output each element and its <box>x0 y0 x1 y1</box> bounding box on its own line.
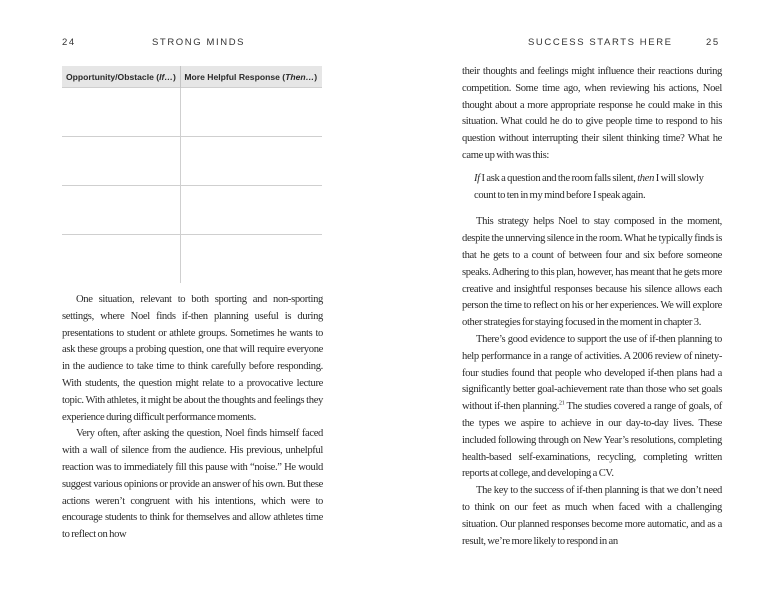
table-cell <box>181 137 322 186</box>
paragraph: There’s good evidence to support the use of if-then planning to help performance in a range of activities. A 2006 review of ninety-four studies found that people who developed if-then plans had a significantly better goal-achievement rate than those who set goals without if-then planning.$^{21}$ The studies covered a range of goals, of the types we aspire to achieve in our day-to-day lives. These included following through on New Year’s resolutions, completing health-based self-examinations, recycling, completing written reports at college, and developing a CV. <box>462 333 722 480</box>
table-cell <box>181 186 322 235</box>
page-number-left: 24 <box>62 37 76 48</box>
table-row <box>62 235 322 284</box>
paragraph: This strategy helps Noel to stay composed in the moment, despite the unnerving silence in the room. What he typically finds is that he gets to a count of between four and six before someone speaks. Adhering to this plan, however, has meant that he gets more creative and insightful responses because his silence allows each person the time to reflect on his or her experiences. We will explore other strategies for staying focused in the moment in chapter 3. <box>462 216 722 329</box>
table-row <box>62 88 322 137</box>
table-cell <box>181 235 322 284</box>
right-body-text <box>462 64 722 550</box>
paragraph: their thoughts and feelings might influence their reactions during competition. Some time ago, when reviewing his actions, Noel thought about a more appropriate response he could make in this situation. What could he do to give people time to respond to his question without interrupting their silent thinking time? What he came up with was this: <box>462 66 722 161</box>
running-head-right: SUCCESS STARTS HERE <box>528 37 673 48</box>
footnote-marker[interactable]: 21 <box>559 400 565 407</box>
if-then-worksheet-table <box>62 66 322 283</box>
paragraph: The key to the success of if-then planning is that we don’t need to think on our feet as much when faced with a challenging situation. Our planned responses become more automatic, and as a result, we’re more likely to respond in an <box>462 485 722 547</box>
column-header-then: More Helpful Response (Then…) <box>181 66 322 88</box>
table-row <box>62 186 322 235</box>
column-header-if: Opportunity/Obstacle (If…) <box>62 66 181 88</box>
table-cell <box>181 88 322 137</box>
table-cell <box>62 137 181 186</box>
paragraph: One situation, relevant to both sporting and non-sporting settings, where Noel finds if-then planning useful is during presentations to student or athlete groups. Sometimes he wants to ask these groups a probing question, one that will require everyone in the audience to take time to think carefully before responding. With students, the question might relate to a provocative lecture topic. With athletes, it might be about the thoughts and feelings they experience during difficult performance moments. <box>62 294 323 423</box>
paragraph: Very often, after asking the question, Noel finds himself faced with a wall of silence from the audience. His previous, unhelpful reaction was to immediately fill this pause with “noise.” He would suggest various opinions or provide an answer of his own. But these actions weren’t congruent with his intentions, which were to encourage students to think for themselves and allow athletes time to reflect on how <box>62 428 323 541</box>
table-cell <box>62 88 181 137</box>
table-cell <box>62 235 181 284</box>
left-body-text <box>62 292 323 544</box>
right-page <box>392 0 784 600</box>
page-number-right: 25 <box>706 37 720 48</box>
table-row <box>62 137 322 186</box>
table-cell <box>62 186 181 235</box>
running-head-left: STRONG MINDS <box>152 37 246 48</box>
if-then-example: If I ask a question and the room falls silent, then I will slowly count to ten in my mind before I speak again. <box>474 172 704 201</box>
